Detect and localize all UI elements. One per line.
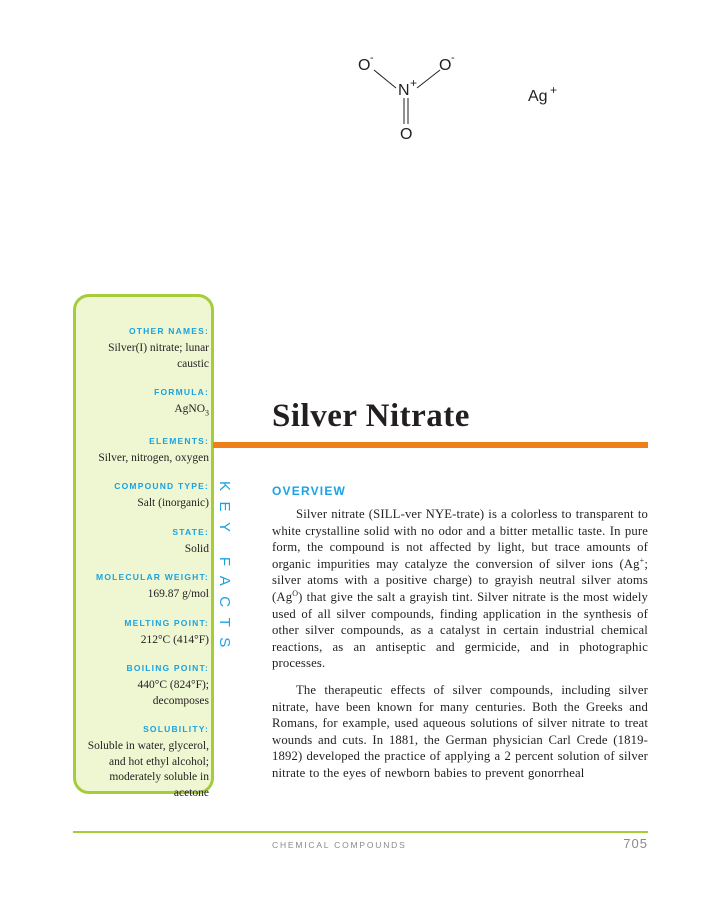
footer-running-title: CHEMICAL COMPOUNDS [272, 840, 407, 850]
silver-charge: + [550, 83, 558, 97]
fact-value-compound-type: Salt (inorganic) [137, 497, 209, 510]
title-rule [213, 442, 648, 448]
fact-label-melting-point: MELTING POINT: [124, 617, 209, 628]
fact-label-molecular-weight: MOLECULAR WEIGHT: [96, 572, 209, 583]
fact-value-molecular-weight: 169.87 g/mol [147, 588, 209, 601]
page-number: 705 [623, 836, 648, 851]
fact-value-melting-point: 212°C (414°F) [140, 633, 209, 646]
oxygen-bottom-atom: O [400, 126, 413, 143]
oxygen-right-atom: O [439, 57, 452, 74]
paragraph-1-part-a: Silver nitrate (SILL-ver NYE-trate) is a colorless to transparent to white crystalline solid with no odor and a bitter metallic taste. In pure form, the compound is not affected by light, but trace amounts of organic impurities may catalyze the conversion of silver ions (Ag [272, 507, 648, 571]
oxygen-left-atom: O [358, 57, 371, 74]
silver-nitrate-structure [340, 50, 580, 150]
formula-subscript: 3 [205, 408, 209, 418]
fact-label-compound-type: COMPOUND TYPE: [114, 481, 209, 492]
silver-ion: Ag [528, 88, 548, 105]
fact-value-state: Solid [184, 542, 209, 555]
nitrogen-atom: N [398, 82, 410, 99]
fact-label-elements: ELEMENTS: [149, 435, 209, 446]
fact-value-other-names: Silver(I) nitrate; lunar caustic [108, 342, 209, 370]
fact-value-formula [81, 402, 209, 421]
key-facts-box [73, 294, 214, 799]
paragraph-2: The therapeutic effects of silver compounds, including silver nitrate, have been known for many centuries. Both the Greeks and Romans, for example, used aqueous solutions of silver nitrate to treat wounds and cuts. In 1881, the German physician Carl Crede (1819-1892) developed the practice of applying a 2 percent solution of silver nitrate to the eyes of newborn babies to prevent gonorrheal [272, 682, 648, 780]
oxygen-right-charge: - [451, 52, 455, 64]
fact-label-boiling-point: BOILING POINT: [126, 663, 209, 674]
paragraph-1-part-b: ; silver atoms with a positive charge) to grayish neutral silver atoms (Ag [272, 556, 648, 604]
formula-main: AgNO [174, 403, 205, 415]
key-facts-list [81, 325, 209, 801]
superscript-plus: + [639, 555, 645, 565]
bond-n-o-left [374, 70, 396, 88]
fact-label-state: STATE: [172, 526, 209, 537]
fact-value-elements: Silver, nitrogen, oxygen [98, 451, 209, 464]
fact-label-other-names: OTHER NAMES: [128, 326, 209, 336]
paragraph-1-part-c: ) that give the salt a grayish tint. Silver nitrate is the most widely used of all silver compounds, finding application in the synthesis of other silver compounds, as a catalyst in certain industrial chemical reactions, as an antiseptic and germicide, and in photographic processes. [272, 589, 648, 671]
oxygen-left-charge: - [370, 52, 374, 64]
fact-label-solubility: SOLUBILITY: [143, 724, 209, 735]
fact-value-solubility: Soluble in water, glycerol, and hot ethyl alcohol; moderately soluble in acetone [87, 740, 209, 799]
fact-value-boiling-point: 440°C (824°F); decomposes [137, 679, 209, 707]
section-heading-overview: OVERVIEW [272, 484, 347, 498]
superscript-zero: O [292, 588, 299, 598]
page-title: Silver Nitrate [272, 398, 470, 434]
bond-n-o-right [417, 70, 440, 88]
article-body [272, 484, 648, 792]
footer-rule [73, 831, 648, 833]
paragraph-1 [272, 506, 648, 672]
fact-label-formula: FORMULA: [154, 387, 209, 397]
key-facts-vertical-label: KEY FACTS [216, 481, 233, 658]
nitrogen-charge: + [410, 76, 418, 90]
